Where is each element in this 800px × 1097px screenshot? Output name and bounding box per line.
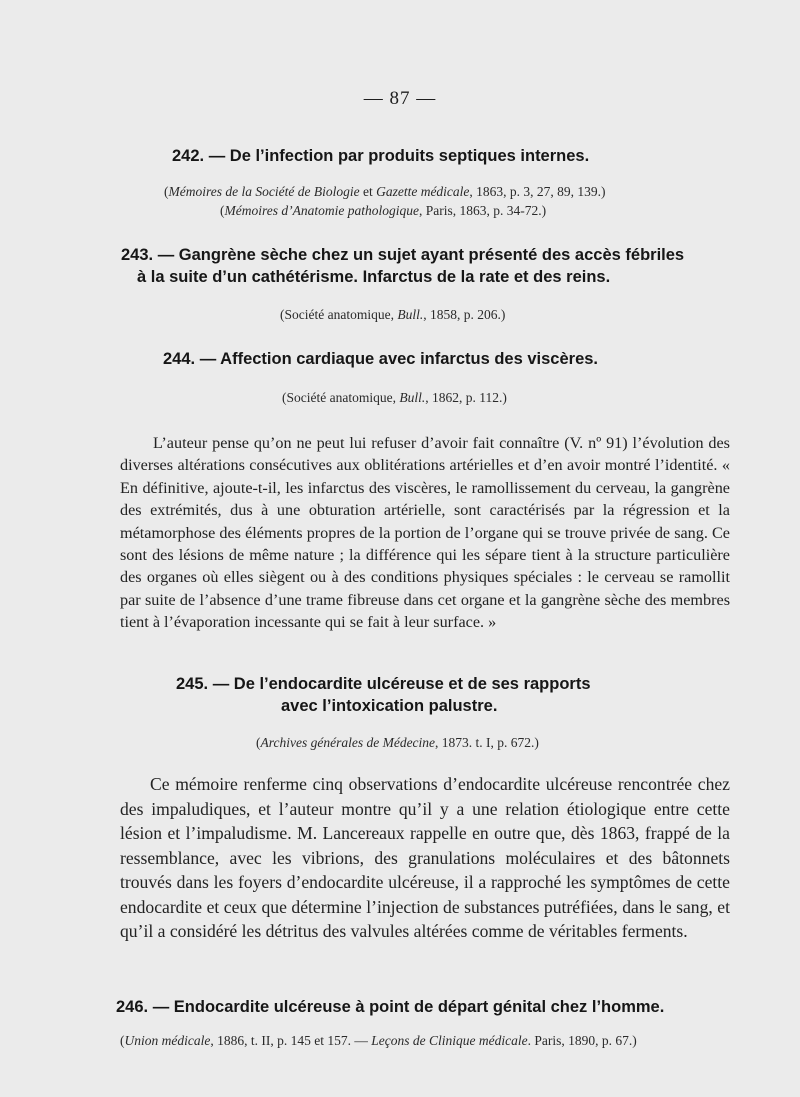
section-242-citation-2: (Mémoires d’Anatomie pathologique, Paris, 1863, p. 34-72.) (220, 203, 547, 218)
section-244-paragraph: L’auteur pense qu’on ne peut lui refuser d’avoir fait connaître (V. nº 91) l’évolution des diverses altérations consécutives aux oblitérations artérielles et d’en avoir montré l’identité. « En définitive, ajoute-t-il, les infarctus des viscères, le ramollissement du cerveau, la gangrène des extrémités, dus à une obturation artérielle, sont caractérisés par la régression et la métamorphose des éléments propres de la portion de l’organe qui se trouve privée de sang. Ce sont des lésions de même nature ; la différence qui les sépare tient à la structure particulière des organes où elles siègent ou à des conditions physiques spéciales : le cerveau se ramollit par suite de l’absence d’une trame fibreuse dans cet organe et la gangrène sèche des membres tient à l’évaporation incessante qui se fait à leur surface. » (120, 434, 730, 632)
page-number: — 87 — (363, 88, 437, 109)
section-243-heading-line-2: à la suite d’un cathétérisme. Infarctus de la rate et des reins. (137, 268, 611, 286)
section-245-heading-line-1: 245. — De l’endocardite ulcéreuse et de ses rapports (176, 675, 591, 693)
section-242-heading: 242. — De l’infection par produits septiques internes. (172, 147, 590, 165)
section-246-citation: (Union médicale, 1886, t. II, p. 145 et 157. — Leçons de Clinique médicale. Paris, 1890, p. 67.) (120, 1033, 637, 1048)
section-245-citation: (Archives générales de Médecine, 1873. t. I, p. 672.) (256, 735, 539, 750)
section-245-heading-line-2: avec l’intoxication palustre. (281, 697, 498, 715)
section-244-body (120, 432, 730, 634)
section-245-body (120, 772, 730, 944)
section-244-heading: 244. — Affection cardiaque avec infarctus des viscères. (163, 350, 599, 368)
section-244-citation: (Société anatomique, Bull., 1862, p. 112.) (282, 390, 507, 405)
section-242-citation-1: (Mémoires de la Société de Biologie et Gazette médicale, 1863, p. 3, 27, 89, 139.) (164, 184, 606, 199)
section-243-heading-line-1: 243. — Gangrène sèche chez un sujet ayant présenté des accès fébriles (121, 246, 685, 264)
section-243-citation: (Société anatomique, Bull., 1858, p. 206.) (280, 307, 506, 322)
section-246-heading: 246. — Endocardite ulcéreuse à point de départ génital chez l’homme. (116, 998, 665, 1016)
section-245-paragraph: Ce mémoire renferme cinq observations d’endocardite ulcéreuse rencontrée chez des impaludiques, et l’auteur montre qu’il y a une relation étiologique entre cette lésion et l’impaludisme. M. Lancereaux rappelle en outre que, dès 1863, frappé de la ressemblance, avec les vibrions, des granulations moléculaires et des bâtonnets trouvés dans les foyers d’endocardite ulcéreuse, il a rapproché les symptômes de cette endocardite et ceux que détermine l’injection de substances putréfiées, dans le sang, et qu’il a considéré les détritus des valvules altérées comme de véritables ferments. (120, 774, 730, 941)
